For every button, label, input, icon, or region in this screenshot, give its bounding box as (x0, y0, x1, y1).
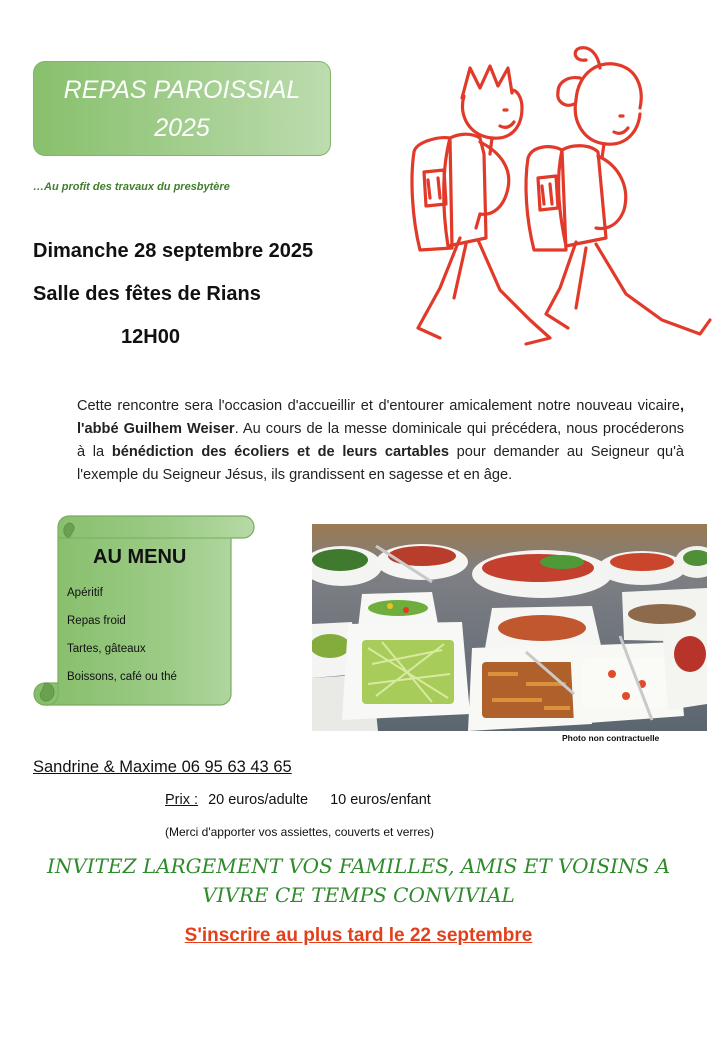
event-time: 12H00 (121, 326, 180, 348)
photo-credit: Photo non contractuelle (562, 733, 660, 743)
buffet-photo (312, 524, 707, 731)
menu-item: Boissons, café ou thé (67, 671, 177, 683)
price-row (165, 792, 431, 808)
menu-item: Apéritif (67, 587, 103, 599)
event-date: Dimanche 28 septembre 2025 (33, 240, 314, 262)
intro-text-3: pour demander au Seigneur qu'à l'exemple du Seigneur Jésus, ils grandissent en sagesse et en âge. (77, 444, 685, 483)
intro-vicar-name: , l'abbé Guilhem Weiser (77, 398, 684, 437)
invitation-line-1: INVITEZ LARGEMENT VOS FAMILLES, AMIS ET VOISINS A (46, 854, 671, 878)
intro-text-1: Cette rencontre sera l'occasion d'accueillir et d'entourer amicalement notre nouveau vicaire (77, 398, 680, 414)
intro-blessing: bénédiction des écoliers et de leurs cartables (111, 444, 449, 460)
intro-paragraph (77, 395, 684, 487)
title-box (33, 61, 331, 156)
price-note: (Merci d'apporter vos assiettes, couverts et verres) (165, 825, 435, 839)
title-line-2: 2025 (154, 113, 210, 142)
intro-text-2: . Au cours de la messe dominicale qui précédera, nous procéderons à la (77, 421, 685, 460)
price-adult: 20 euros/adulte (208, 792, 309, 808)
contact-info: Sandrine & Maxime 06 95 63 43 65 (33, 758, 292, 776)
boy-figure (412, 66, 550, 344)
registration-deadline: S'inscrire au plus tard le 22 septembre (184, 925, 533, 946)
subtitle: …Au profit des travaux du presbytère (33, 181, 230, 193)
invitation-line-2: VIVRE CE TEMPS CONVIVIAL (202, 883, 515, 907)
event-venue: Salle des fêtes de Rians (33, 283, 261, 305)
menu-item: Tartes, gâteaux (67, 643, 146, 655)
girl-figure (526, 48, 710, 334)
menu-item: Repas froid (67, 615, 126, 627)
title-line-1: REPAS PAROISSIAL (63, 75, 301, 104)
schoolchildren-drawing (400, 38, 720, 356)
price-child: 10 euros/enfant (330, 792, 431, 808)
menu-title: AU MENU (93, 546, 187, 568)
price-label: Prix : (165, 792, 199, 808)
invitation-text (0, 852, 717, 910)
